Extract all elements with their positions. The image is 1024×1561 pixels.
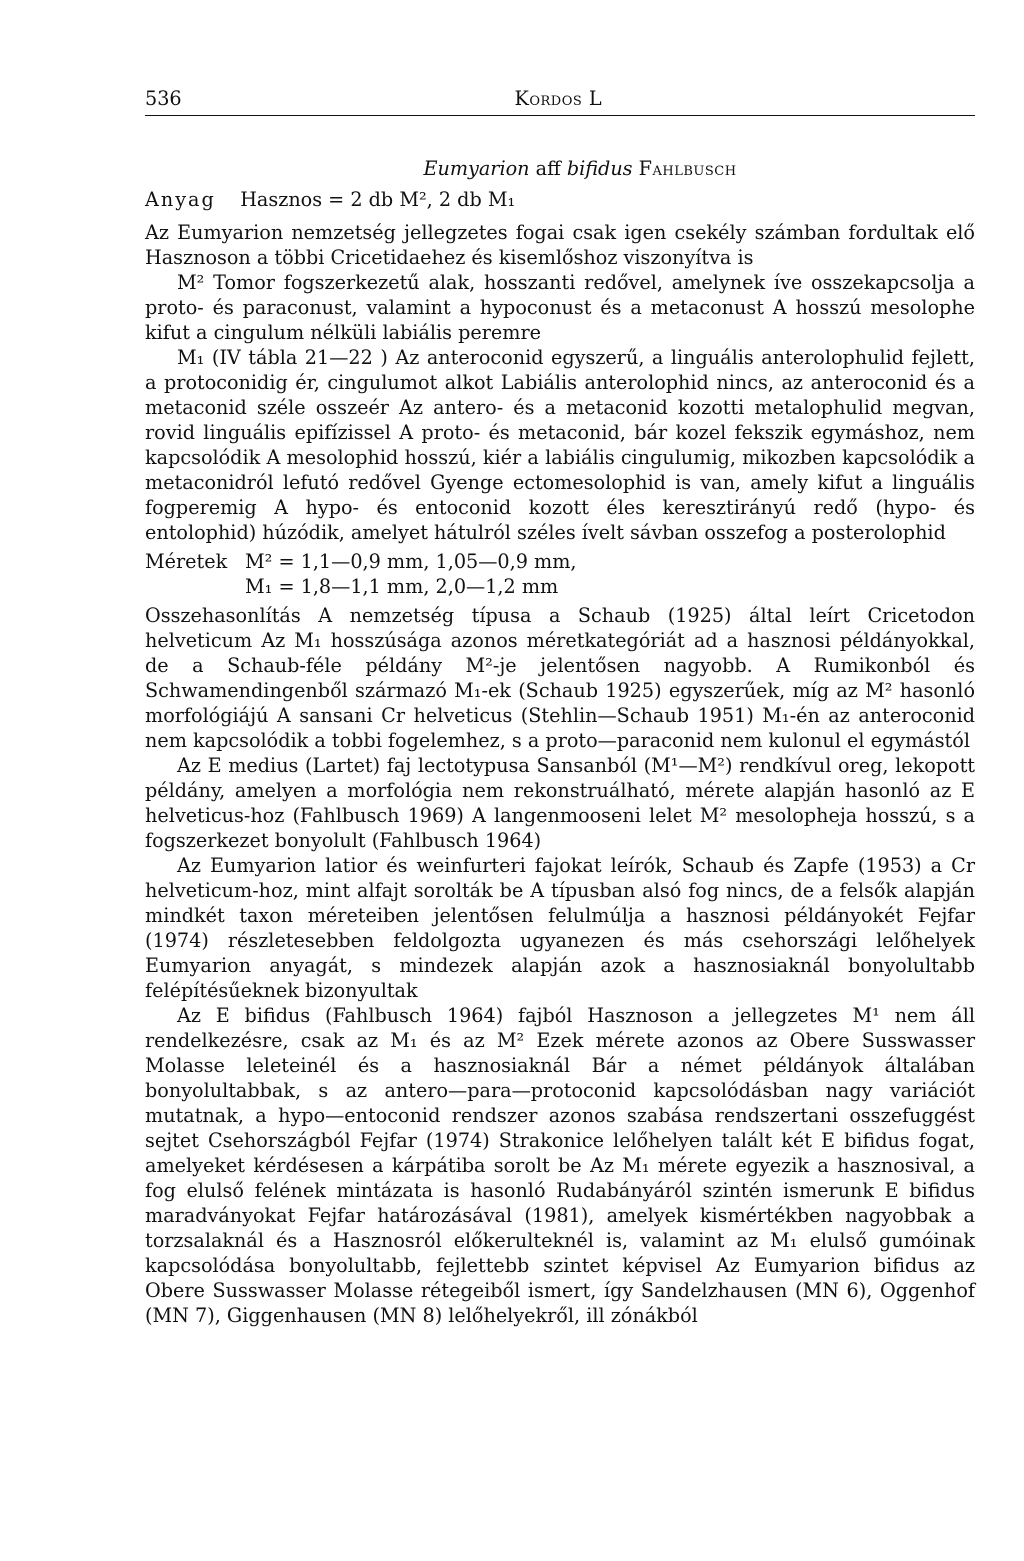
paragraph-m1: M₁ (IV tábla 21—22 ) Az anteroconid egyszerű, a linguális anterolophulid fejlett, a protoconidig ér, cingulumot alkot Labiális anterolophid nincs, az anteroconid és a metaconid széle osszeér Az antero- és a metaconid kozotti metalophulid megvan, rovid linguális epifízissel A proto- és metaconid, bár kozel fekszik egymáshoz, nem kapcsolódik A mesolophid hosszú, kiér a labiális cingulumig, mikozben kapcsolódik a metaconidról lefutó redővel Gyenge ectomesolophid is van, amely kifut a linguális fogperemig A hypo- és entoconid kozott éles keresztirányú redő (hypo- és entolophid) húzódik, amelyet hátulról széles ívelt sávban osszefog a posterolophid	[145, 346, 975, 544]
measurement-m2: M² = 1,1—0,9 mm, 1,05—0,9 mm,	[245, 550, 577, 573]
measurement-m1: M₁ = 1,8—1,1 mm, 2,0—1,2 mm	[245, 575, 559, 598]
measurement-row	[145, 574, 975, 599]
measurement-row	[145, 549, 975, 574]
page-number: 536	[145, 87, 182, 110]
paragraph-medius: Az E medius (Lartet) faj lectotypusa Sansanból (M¹—M²) rendkívul oreg, lekopott példány, amelyen a morfológia nem rekonstruálható, mérete alapján hasonló az E helveticus-hoz (Fahlbusch 1969) A langenmooseni lelet M² mesolopheja hosszú, s a fogszerkezet bonyolult (Fahlbusch 1964)	[145, 754, 975, 852]
section-title	[185, 156, 975, 181]
aff-label: aff	[535, 157, 561, 180]
measurements-label: Méretek	[145, 550, 228, 573]
material-line	[145, 187, 975, 212]
material-text: Hasznos = 2 db M², 2 db M₁	[240, 188, 516, 211]
genus-name: Eumyarion	[423, 157, 530, 180]
species-author: Fahlbusch	[638, 157, 737, 180]
paragraph-comparison: Osszehasonlítás A nemzetség típusa a Schaub (1925) által leírt Cricetodon helveticum Az M₁ hosszúsága azonos méretkategóriát ad a hasznosi példányokkal, de a Schaub-féle példány M²-je jelentősen nagyobb. A Rumikonból és Schwamendingenből származó M₁-ek (Schaub 1925) egyszerűek, míg az M² hasonló morfológiájú A sansani Cr helveticus (Stehlin—Schaub 1951) M₁-én az anteroconid nem kapcsolódik a tobbi fogelemhez, s a proto—paraconid nem kulonul el egymástól	[145, 604, 975, 752]
paragraph-intro: Az Eumyarion nemzetség jellegzetes fogai csak igen csekély számban fordultak elő Hasznoson a többi Cricetidaehez és kisemlőshoz viszonyítva is	[145, 221, 975, 269]
measurements	[145, 549, 975, 599]
running-header	[145, 86, 975, 116]
paragraph-bifidus: Az E bifidus (Fahlbusch 1964) fajból Hasznoson a jellegzetes M¹ nem áll rendelkezésre, csak az M₁ és az M² Ezek mérete azonos az Obere Susswasser Molasse leleteinél és a hasznosiaknál Bár a német példányok általában bonyolultabbak, s az antero—para—protoconid kapcsolódásban nagy variációt mutatnak, a hypo—entoconid rendszer azonos szabása rendszertani osszefuggést sejtet Csehországból Fejfar (1974) Strakonice lelőhelyen talált két E bifidus fogat, amelyeket kérdésesen a kárpátiba sorolt be Az M₁ mérete egyezik a hasznosival, a fog elulső felének mintázata is hasonló Rudabányáról szintén ismerunk E bifidus maradványokat Fejfar határozásával (1981), amelyek kismértékben nagyobbak a torzsalaknál és a Hasznosról előkerulteknél is, valamint az M₁ elulső gumóinak kapcsolódása bonyolultabb, fejlettebb szintet képvisel Az Eumyarion bifidus az Obere Susswasser Molasse rétegeiből ismert, így Sandelzhausen (MN 6), Oggenhof (MN 7), Giggenhausen (MN 8) lelőhelyekről, ill zónákból	[145, 1004, 975, 1327]
page	[145, 86, 975, 1328]
material-label: Anyag	[145, 188, 216, 211]
running-head-author: Kordos L	[514, 87, 603, 110]
species-name: bifidus	[566, 157, 633, 180]
paragraph-m2: M² Tomor fogszerkezetű alak, hosszanti redővel, amelynek íve osszekapcsolja a proto- és paraconust, valamint a hypoconust és a metaconust A hosszú mesolophe kifut a cingulum nélküli labiális peremre	[145, 271, 975, 344]
paragraph-latior: Az Eumyarion latior és weinfurteri fajokat leírók, Schaub és Zapfe (1953) a Cr helveticum-hoz, mint alfajt sorolták be A típusban alsó fog nincs, de a felsők alapján mindkét taxon méreteiben jelentősen felulmúlja a hasznosi példányokét Fejfar (1974) részletesebben feldolgozta ugyanezen és más csehországi lelőhelyek Eumyarion anyagát, s mindezek alapján azok a hasznosiaknál bonyolultabb felépítésűeknek bizonyultak	[145, 854, 975, 1002]
